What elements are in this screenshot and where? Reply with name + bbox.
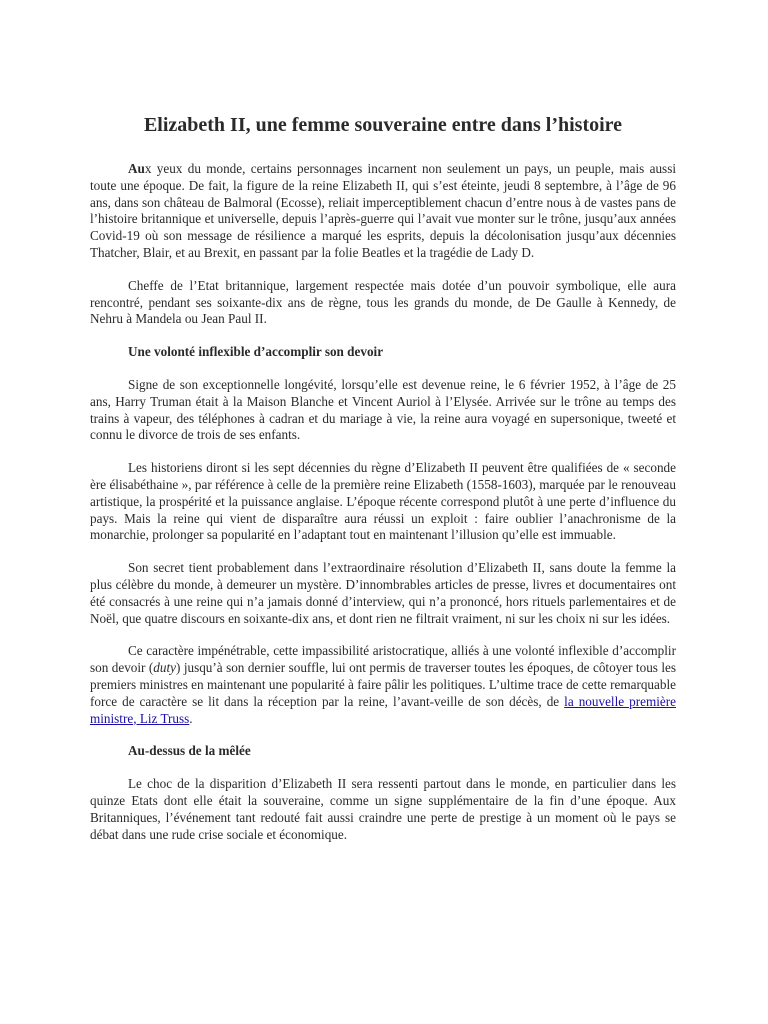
paragraph-3: Signe de son exceptionnelle longévité, lorsqu’elle est devenue reine, le 6 février 1952, à l’âge de 25 ans, Harry Truman était à la Maison Blanche et Vincent Auriol à l’Elysée. Arrivée sur le trône au temps des trains à vapeur, des téléphones à cadran et du mariage à vie, la reine aura voyagé en supersonique, tweeté et connu le divorce de trois de ses enfants. — [90, 376, 676, 443]
p6-text-a: Ce caractère impénétrable, cette impassibilité aristocratique, alliés à une volonté inflexible d’accomplir son devoir ( — [90, 643, 676, 676]
paragraph-5: Son secret tient probablement dans l’extraordinaire résolution d’Elizabeth II, sans doute la femme la plus célèbre du monde, à demeurer un mystère. D’innombrables articles de presse, livres et documentaires ont été consacrés à une reine qui n’a jamais donné d’interview, qui n’a prononcé, hors rituels parlementaires et de Noël, que quatre discours en soixante-dix ans, et dont rien ne filtrait vraiment, ni sur les choix ni sur les idées. — [90, 560, 676, 626]
intro-text: x yeux du monde, certains personnages incarnent non seulement un pays, un peuple, mais aussi toute une époque. De fait, la figure de la reine Elizabeth II, qui s’est éteinte, jeudi 8 septembre, à l’âge de 96 ans, dans son château de Balmoral (Ecosse), reliait imperceptiblement chacun d’entre nous à de vastes pans de l’histoire britannique et universelle, depuis l’après-guerre qui l’avait vue monter sur le trône, jusqu’aux années Covid-19 où son message de résilience a marqué les esprits, depuis la décolonisation jusqu’aux décennies Thatcher, Blair, et au Brexit, en passant par la folie Beatles et la tragédie de Lady D. — [90, 161, 676, 260]
paragraph-4: Les historiens diront si les sept décennies du règne d’Elizabeth II peuvent être qualifiées de « seconde ère élisabéthaine », par référence à celle de la première reine Elizabeth (1558-1603), marquée par le renouveau artistique, la prospérité et la puissance anglaise. L’époque récente correspond plutôt à une perte d’influence du pays. Mais la reine qui vient de disparaître aura réussi un exploit : faire oublier l’anachronisme de la monarchie, prolonger sa popularité en l’adaptant tout en maintenant l’illusion qu’elle est immuable. — [90, 460, 676, 543]
paragraph-2: Cheffe de l’Etat britannique, largement respectée mais dotée d’un pouvoir symbolique, elle aura rencontré, pendant ses soixante-dix ans de règne, tous les grands du monde, de De Gaulle à Kennedy, de Nehru à Mandela ou Jean Paul II. — [90, 277, 676, 327]
section-heading-melee: Au-dessus de la mêlée — [128, 743, 251, 759]
p6-end: . — [189, 710, 193, 726]
paragraph-7: Le choc de la disparition d’Elizabeth II sera ressenti partout dans le monde, en particulier dans les quinze Etats dont elle était la souveraine, comme un signe supplémentaire de la fin d’une époque. Aux Britanniques, l’événement tant redouté fait aussi craindre une perte de prestige à un moment où le pays se débat dans une rude crise sociale et économique. — [90, 776, 676, 842]
paragraph-intro — [90, 161, 676, 262]
paragraph-6 — [90, 643, 676, 727]
article-title: Elizabeth II, une femme souveraine entre dans l’histoire — [143, 114, 623, 136]
p6-text-b: ) jusqu’à son dernier souffle, lui ont permis de traverser toutes les époques, de côtoyer tous les premiers ministres en maintenant une popularité à faire pâlir les politiques. L’ultime trace de cette remarquable force de caractère se lit dans la réception par la reine, l’avant-veille de son décès, de — [90, 660, 677, 709]
section-heading-devoir: Une volonté inflexible d’accomplir son devoir — [128, 344, 384, 360]
p6-emphasis-duty: duty — [153, 660, 176, 676]
link-liz-truss[interactable]: la nouvelle première ministre, Liz Truss — [90, 693, 676, 726]
intro-first-letters: Au — [128, 161, 145, 176]
article-body — [90, 112, 676, 859]
